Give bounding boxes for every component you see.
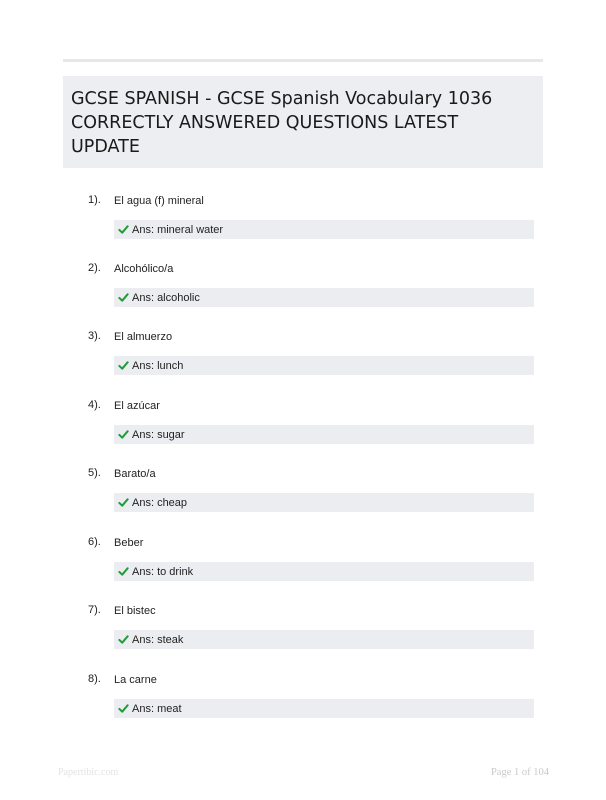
question-number: 1). [88, 194, 101, 206]
check-icon [118, 634, 129, 645]
answer-box [114, 562, 534, 581]
answer-box [114, 356, 534, 375]
answer-text: Ans: cheap [132, 496, 188, 509]
question-item [0, 603, 606, 663]
check-icon [118, 292, 129, 303]
answer-text: Ans: lunch [132, 359, 184, 372]
question-text: La carne [114, 674, 157, 686]
answer-text: Ans: to drink [132, 565, 194, 578]
answer-box [114, 425, 534, 444]
question-number: 7). [88, 604, 101, 616]
answer-text: Ans: sugar [132, 428, 185, 441]
question-number: 4). [88, 399, 101, 411]
check-icon [118, 429, 129, 440]
question-text: El almuerzo [114, 331, 173, 343]
footer-watermark: Papertibic.com [58, 767, 119, 778]
check-icon [118, 703, 129, 714]
question-number: 8). [88, 673, 101, 685]
question-text: Alcohólico/a [114, 263, 174, 275]
answer-box [114, 288, 534, 307]
question-item [0, 193, 606, 253]
answer-text: Ans: alcoholic [132, 291, 200, 304]
question-item [0, 466, 606, 526]
question-number: 2). [88, 262, 101, 274]
question-item [0, 672, 606, 732]
top-divider [63, 59, 543, 62]
question-text: El agua (f) mineral [114, 195, 204, 207]
answer-text: Ans: mineral water [132, 223, 224, 236]
answer-box [114, 699, 534, 718]
answer-box [114, 493, 534, 512]
question-item [0, 398, 606, 458]
question-item [0, 261, 606, 321]
answer-text: Ans: meat [132, 702, 182, 715]
page-number: Page 1 of 104 [490, 767, 549, 778]
title-banner [63, 76, 543, 168]
answer-box [114, 220, 534, 239]
answer-box [114, 630, 534, 649]
document-title: GCSE SPANISH - GCSE Spanish Vocabulary 1036 CORRECTLY ANSWERED QUESTIONS LATEST UPDATE [71, 89, 493, 157]
question-number: 6). [88, 536, 101, 548]
question-text: El azúcar [114, 400, 160, 412]
question-text: El bistec [114, 605, 156, 617]
question-text: Beber [114, 537, 144, 549]
question-number: 3). [88, 330, 101, 342]
question-item [0, 535, 606, 595]
check-icon [118, 566, 129, 577]
answer-text: Ans: steak [132, 633, 184, 646]
question-number: 5). [88, 467, 101, 479]
question-text: Barato/a [114, 468, 156, 480]
question-item [0, 329, 606, 389]
check-icon [118, 224, 129, 235]
check-icon [118, 497, 129, 508]
check-icon [118, 360, 129, 371]
